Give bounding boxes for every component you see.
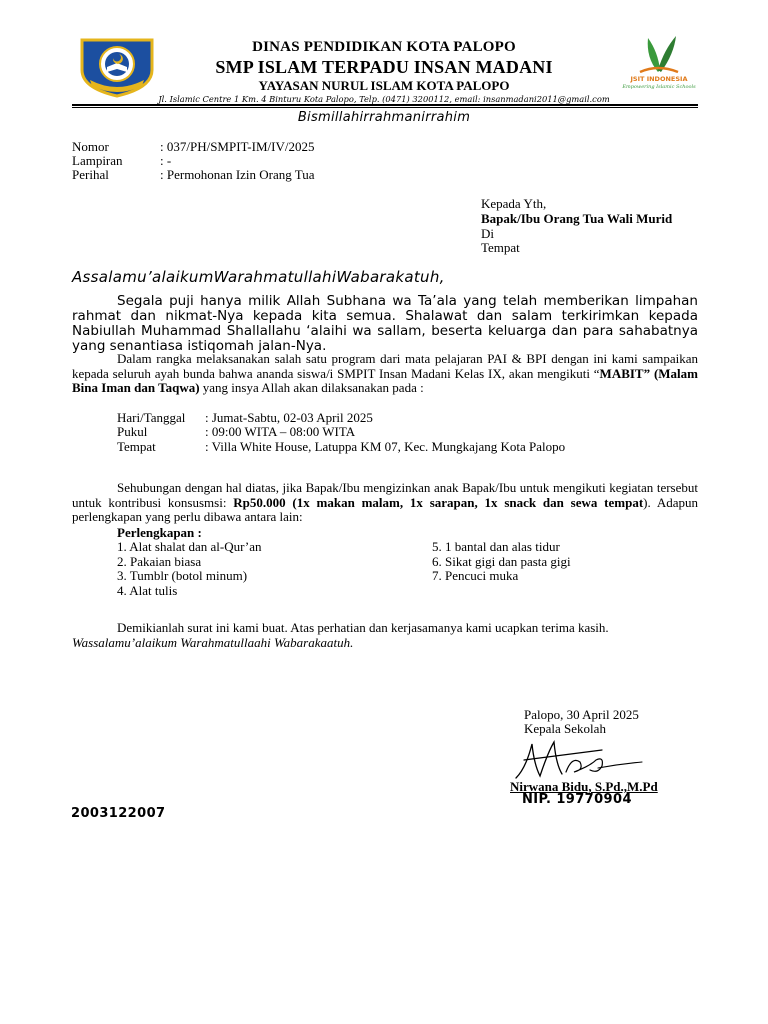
equipment-item: 2. Pakaian biasa <box>117 554 202 569</box>
opening-salam: Assalamu’alaikumWarahmatullahiWabarakatuh, <box>72 268 445 286</box>
program-paragraph-text: Dalam rangka melaksanakan salah satu program dari mata pelajaran PAI & BPI dengan ini kami sampaikan kepada seluruh ayah bunda bahwa ananda siswa/i SMPIT Insan Madani Kelas IX, akan mengikuti “ <box>72 351 698 381</box>
opening-paragraph <box>72 294 698 353</box>
contribution-paragraph <box>72 481 698 525</box>
basmalah: Bismillahirrahmanirrahim <box>297 110 471 125</box>
lampiran-label: Lampiran <box>72 153 123 168</box>
recipient-greeting: Kepada Yth, <box>481 196 547 211</box>
perihal-label: Perihal <box>72 167 109 182</box>
event-time-value: : 09:00 WITA – 08:00 WITA <box>205 424 356 439</box>
signatory-nip-continued: 2003122007 <box>71 806 166 821</box>
program-paragraph-end: yang insya Allah akan dilaksanakan pada : <box>199 380 424 396</box>
jsit-logo-text: JSIT INDONESIA <box>630 75 688 83</box>
header-address: Jl. Islamic Centre 1 Km. 4 Binturu Kota Palopo, Telp. (0471) 3200112, email: insanmadani2011@gmail.com <box>158 94 610 104</box>
equipment-item: 4. Alat tulis <box>117 583 178 598</box>
header-rule-thin <box>72 107 698 108</box>
signatory-name: Nirwana Bidu, S.Pd.,M.Pd <box>510 779 658 794</box>
contribution-paragraph-text: Sehubungan dengan hal diatas, jika Bapak/Ibu mengizinkan anak Bapak/Ibu untuk mengikuti kegiatan tersebut untuk kontribusi konsusmsi: <box>72 480 698 510</box>
recipient-di: Di <box>481 226 494 241</box>
event-date-value: : Jumat-Sabtu, 02-03 April 2025 <box>205 410 373 425</box>
header-rule-thick <box>72 104 698 106</box>
event-date-label: Hari/Tanggal <box>117 410 186 425</box>
header-school-name: SMP ISLAM TERPADU INSAN MADANI <box>215 57 553 77</box>
header-department: DINAS PENDIDIKAN KOTA PALOPO <box>252 39 516 55</box>
signature-place-date: Palopo, 30 April 2025 <box>524 707 639 722</box>
equipment-item: 6. Sikat gigi dan pasta gigi <box>432 554 571 569</box>
signatory-nip: NIP. 19770904 <box>522 792 632 807</box>
contribution-amount: Rp50.000 (1x makan malam, 1x sarapan, 1x snack dan sewa tempat <box>233 494 644 510</box>
closing-salam: Wassalamu’alaikum Warahmatullaahi Wabarakaatuh. <box>72 635 354 650</box>
signature-position: Kepala Sekolah <box>524 721 606 736</box>
event-time-label: Pukul <box>117 424 148 439</box>
nomor-label: Nomor <box>72 139 109 154</box>
closing-statement: Demikianlah surat ini kami buat. Atas perhatian dan kerjasamanya kami ucapkan terima kasih. <box>117 620 609 635</box>
program-name: MABIT” (Malam Bina Iman dan Taqwa) <box>72 365 698 396</box>
equipment-item: 5. 1 bantal dan alas tidur <box>432 539 560 554</box>
equipment-item: 7. Pencuci muka <box>432 568 519 583</box>
perihal-value: : Permohonan Izin Orang Tua <box>160 167 315 182</box>
nomor-value: : 037/PH/SMPIT-IM/IV/2025 <box>160 139 315 154</box>
opening-paragraph-text: Segala puji hanya milik Allah Subhana wa Ta’ala yang telah memberikan limpahan rahmat dan nikmat-Nya kepada kita semua. Shalawat dan salam terkirimkan kepada Nabiullah Muhammad Shallallahu ‘alaihi wa sallam, beserta keluarga dan para sahabatnya yang senantiasa istiqomah jalan-Nya. <box>72 293 698 354</box>
program-paragraph <box>72 352 698 396</box>
contribution-paragraph-end: ). Adapun perlengkapan yang perlu dibawa antara lain: <box>72 494 698 525</box>
jsit-logo-tagline: Empowering Islamic Schools <box>622 84 696 90</box>
signature-scribble <box>510 738 650 784</box>
equipment-item: 3. Tumblr (botol minum) <box>117 568 248 583</box>
equipment-item: 1. Alat shalat dan al-Qur’an <box>117 539 262 554</box>
event-place-value: : Villa White House, Latuppa KM 07, Kec. Mungkajang Kota Palopo <box>205 439 566 454</box>
header-foundation: YAYASAN NURUL ISLAM KOTA PALOPO <box>258 78 510 93</box>
lampiran-value: : - <box>160 153 172 168</box>
event-place-label: Tempat <box>117 439 156 454</box>
jsit-logo <box>618 32 700 94</box>
recipient-name: Bapak/Ibu Orang Tua Wali Murid <box>481 211 673 226</box>
recipient-place: Tempat <box>481 240 520 255</box>
equipment-title: Perlengkapan : <box>117 525 202 540</box>
